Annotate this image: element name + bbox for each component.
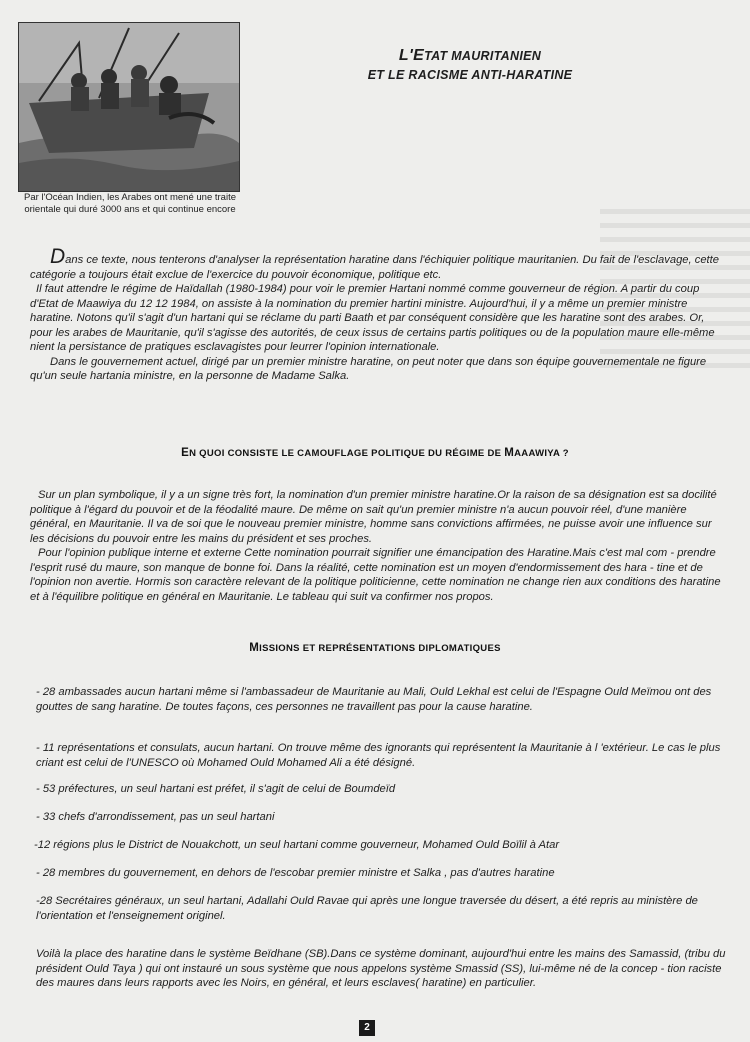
illustration-slave-ship: [18, 22, 240, 192]
list-item: - 11 représentations et consulats, aucun hartani. On trouve même des ignorants qui représentent la Mauritanie à l 'extérieur. Le cas le plus criant est celui de l'UNESCO où Mohamed Ould Mohamed Ali a été désigné.: [36, 742, 721, 769]
title-line-1: [340, 45, 600, 66]
list-item: - 53 préfectures, un seul hartani est préfet, il s'agit de celui de Boumdeïd: [36, 783, 396, 795]
title-cap: L'E: [398, 47, 425, 64]
section-heading-camouflage: [0, 447, 750, 459]
heading-end: AAAWIYA ?: [514, 448, 569, 459]
camouflage-paragraph-2: Pour l'opinion publique interne et externe Cette nomination pourrait signifier une émancipation des Haratine.Mais c'est mal com - prendre l'esprit rusé du maure, son manque de bonne foi. Dans la réalité, cette nomination est un moyen d'endormissement des hara - tine et de l'opinion non avertie. Hormis son caractère relevant de la politique politicienne, cette nomination ne change rien aux conditions des haratine et à l'équilibre politique en général en Mauritanie. Le tableau qui suit va confirmer nos propos.: [30, 547, 721, 603]
intro-paragraph-2: Il faut attendre le régime de Haïdallah (1980-1984) pour voir le premier Hartani nommé comme gouverneur de région. A partir du coup d'Etat de Maawiya du 12 12 1984, on assiste à la nomination du premier hartini ministre. Aujourd'hui, il y a même un premier ministre haratine. Notons qu'il s'agit d'un hartani qui se réclame du parti Baath et par conséquent considère que les haratine sont des arabes. Or, pour les arabes de Mauritanie, qu'il s'agisse des autorités, de ceux issus de certains partis politiques ou de la population maure elle-même nient la persistance de pratiques esclavagistes pour leurrer l'opinion internationale.: [30, 283, 715, 353]
photo-caption: Par l'Océan Indien, les Arabes ont mené une traite orientale qui duré 3000 ans et qui continue encore: [24, 192, 236, 215]
title-line-1-rest: TAT MAURITANIEN: [424, 49, 542, 63]
camouflage-section: [30, 488, 725, 604]
heading-text: ISSIONS ET REPRÉSENTATIONS DIPLOMATIQUES: [259, 643, 501, 654]
heading-text: N QUOI CONSISTE LE CAMOUFLAGE POLITIQUE DU RÉGIME DE: [189, 448, 505, 459]
intro-paragraph-3: Dans le gouvernement actuel, dirigé par un premier ministre haratine, on peut noter que dans son équipe gouvernementale ne figure qu'un seule hartania ministre, en la personne de Madame Salka.: [30, 355, 707, 382]
camouflage-paragraph-1: Sur un plan symbolique, il y a un signe très fort, la nomination d'un premier ministre haratine.Or la raison de sa désignation est sa docilité politique à l'égard du pouvoir et de la féodalité maure. De même on sait qu'un premier ministre n'a aucun pouvoir réel, d'une manière général, en Mauritanie. Il va de soi que le nouveau premier ministre, homme sans convictions affirmées, ne puisse avoir une influence sur les décisions du pouvoir entre les mains du président et ses proches.: [30, 489, 717, 545]
intro-paragraph-1-text: ans ce texte, nous tenterons d'analyser la représentation haratine dans l'échiquier politique mauritanien. Du fait de l'esclavage, cette catégorie a toujours était exclue de l'exercice du pouvoir économique, politique etc.: [30, 254, 719, 281]
closing-paragraph: Voilà la place des haratine dans le système Beïdhane (SB).Dans ce système dominant, aujourd'hui entre les mains des Samassid, (tribu du président Ould Taya ) qui ont instauré un sous système que nous appelons système Smassid (SS), lui-même né de la concep - tion raciste des maures dans leurs rapports avec les Noirs, en général, et leurs esclaves( haratine) en particulier.: [36, 948, 726, 989]
intro-section: [30, 245, 725, 384]
intro-paragraph-1: [30, 245, 725, 282]
drop-cap: D: [50, 245, 66, 268]
heading-cap: E: [181, 447, 190, 459]
list-item: - 28 ambassades aucun hartani même si l'ambassadeur de Mauritanie au Mali, Ould Lekhal est celui de l'Espagne Ould Meïmou ont des gouttes de sang haratine. De toutes façons, ces personnes ne travaillent pas pour la cause haratine.: [36, 686, 712, 713]
list-item: -28 Secrétaires généraux, un seul hartani, Adallahi Ould Ravae qui après une longue traversée du désert, a été repris au ministère de l'orientation et l'enseignement originel.: [36, 895, 698, 922]
heading-cap: M: [249, 642, 260, 654]
article-title: [340, 45, 600, 84]
list-item: -12 régions plus le District de Nouakchott, un seul hartani comme gouverneur, Mohamed Ould Boïlil à Atar: [34, 839, 560, 851]
page-number: 2: [359, 1020, 375, 1036]
list-item: - 28 membres du gouvernement, en dehors de l'escobar premier ministre et Salka , pas d'autres haratine: [36, 867, 555, 879]
heading-cap-2: M: [504, 447, 515, 459]
list-item: - 33 chefs d'arrondissement, pas un seul hartani: [36, 811, 275, 823]
title-line-2: ET LE RACISME ANTI-HARATINE: [367, 68, 573, 82]
section-heading-missions: [0, 642, 750, 654]
